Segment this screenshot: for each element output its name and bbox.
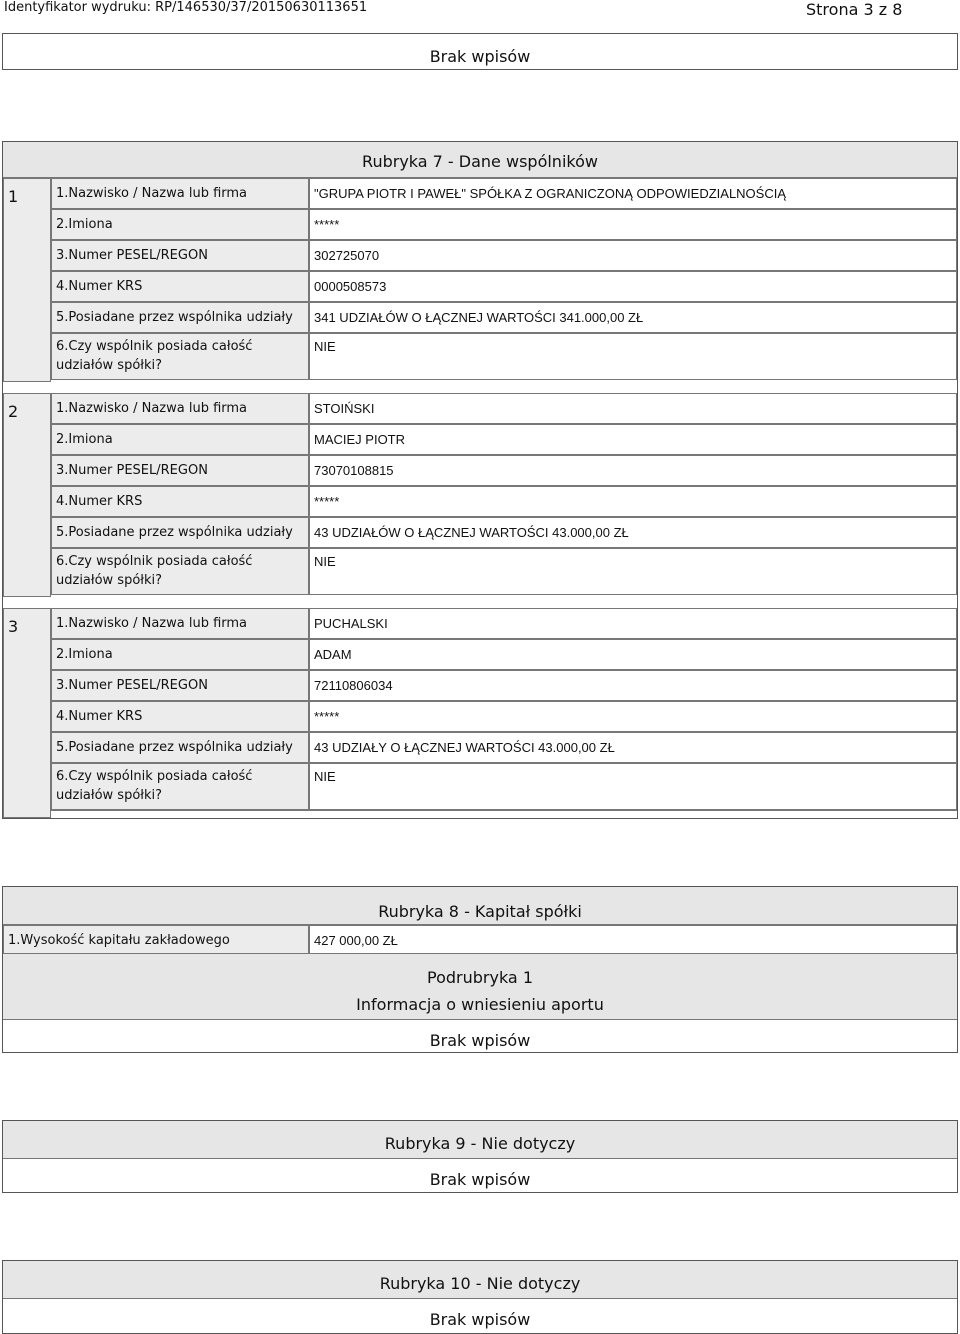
subsection-subtitle: Informacja o wniesieniu aportu [356,995,604,1014]
r9-title: Rubryka 9 - Nie dotyczy [384,1134,576,1153]
label-shares: 5.Posiadane przez wspólnika udziały [51,732,309,763]
label-krs: 4.Numer KRS [51,701,309,732]
top-empty-box [2,33,958,70]
label-capital: 1.Wysokość kapitału zakładowego [3,925,309,954]
value-name: STOIŃSKI [309,393,957,424]
r8-subsection-header [3,954,957,1020]
value-shares: 43 UDZIAŁÓW O ŁĄCZNEJ WARTOŚCI 43.000,00 ZŁ [309,517,957,548]
label-name: 1.Nazwisko / Nazwa lub firma [51,608,309,639]
value-name: "GRUPA PIOTR I PAWEŁ" SPÓŁKA Z OGRANICZONĄ ODPOWIEDZIALNOŚCIĄ [309,178,957,209]
section-r9 [2,1120,958,1193]
value-all-shares: NIE [309,333,957,380]
value-shares: 341 UDZIAŁÓW O ŁĄCZNEJ WARTOŚCI 341.000,00 ZŁ [309,302,957,333]
value-first-names: ***** [309,209,957,240]
section-r8 [2,886,958,1053]
subsection-title: Podrubryka 1 [427,968,533,987]
print-identifier: Identyfikator wydruku: RP/146530/37/20150630113651 [4,0,368,15]
label-pesel: 3.Numer PESEL/REGON [51,455,309,486]
section-r7 [2,141,958,819]
label-krs: 4.Numer KRS [51,486,309,517]
label-all-shares [51,548,309,595]
r7-title: Rubryka 7 - Dane wspólników [362,152,598,171]
r9-header-band [3,1121,957,1159]
value-first-names: MACIEJ PIOTR [309,424,957,455]
partner-number-col [3,178,51,382]
label-all-shares-line1: 6.Czy wspólnik posiada całość [56,339,253,354]
r10-title: Rubryka 10 - Nie dotyczy [379,1274,581,1293]
value-all-shares: NIE [309,763,957,810]
r7-header-band [3,142,957,178]
label-all-shares-line2: udziałów spółki? [56,788,163,803]
label-all-shares-line2: udziałów spółki? [56,358,163,373]
partner-3-rows [51,608,957,818]
partner-number: 2 [8,402,19,421]
value-name: PUCHALSKI [309,608,957,639]
partner-number-col [3,608,51,818]
r10-empty-text: Brak wpisów [429,1310,531,1329]
value-krs: ***** [309,701,957,732]
label-name: 1.Nazwisko / Nazwa lub firma [51,393,309,424]
value-krs: 0000508573 [309,271,957,302]
value-pesel: 73070108815 [309,455,957,486]
value-pesel: 72110806034 [309,670,957,701]
label-first-names: 2.Imiona [51,424,309,455]
trailing-empty-row [51,810,957,818]
label-pesel: 3.Numer PESEL/REGON [51,240,309,271]
partner-number: 1 [8,187,19,206]
label-first-names: 2.Imiona [51,209,309,240]
r9-empty-text: Brak wpisów [429,1170,531,1189]
r8-title: Rubryka 8 - Kapitał spółki [378,902,582,921]
label-all-shares-line1: 6.Czy wspólnik posiada całość [56,769,253,784]
partner-2-rows [51,393,957,597]
r8-header-band [3,887,957,925]
value-shares: 43 UDZIAŁY O ŁĄCZNEJ WARTOŚCI 43.000,00 ZŁ [309,732,957,763]
label-all-shares [51,763,309,810]
label-shares: 5.Posiadane przez wspólnika udziały [51,517,309,548]
label-first-names: 2.Imiona [51,639,309,670]
label-krs: 4.Numer KRS [51,271,309,302]
partner-number: 3 [8,617,19,636]
label-all-shares-line2: udziałów spółki? [56,573,163,588]
value-krs: ***** [309,486,957,517]
value-capital: 427 000,00 ZŁ [309,925,957,954]
label-shares: 5.Posiadane przez wspólnika udziały [51,302,309,333]
partner-number-col [3,393,51,597]
label-name: 1.Nazwisko / Nazwa lub firma [51,178,309,209]
page-number: Strona 3 z 8 [806,0,903,19]
value-all-shares: NIE [309,548,957,595]
top-empty-text: Brak wpisów [429,47,531,66]
partner-1-rows [51,178,957,382]
label-pesel: 3.Numer PESEL/REGON [51,670,309,701]
section-r10 [2,1260,958,1334]
subsection-empty-text: Brak wpisów [429,1031,531,1050]
r10-header-band [3,1261,957,1299]
value-pesel: 302725070 [309,240,957,271]
label-all-shares-line1: 6.Czy wspólnik posiada całość [56,554,253,569]
value-first-names: ADAM [309,639,957,670]
label-all-shares [51,333,309,380]
